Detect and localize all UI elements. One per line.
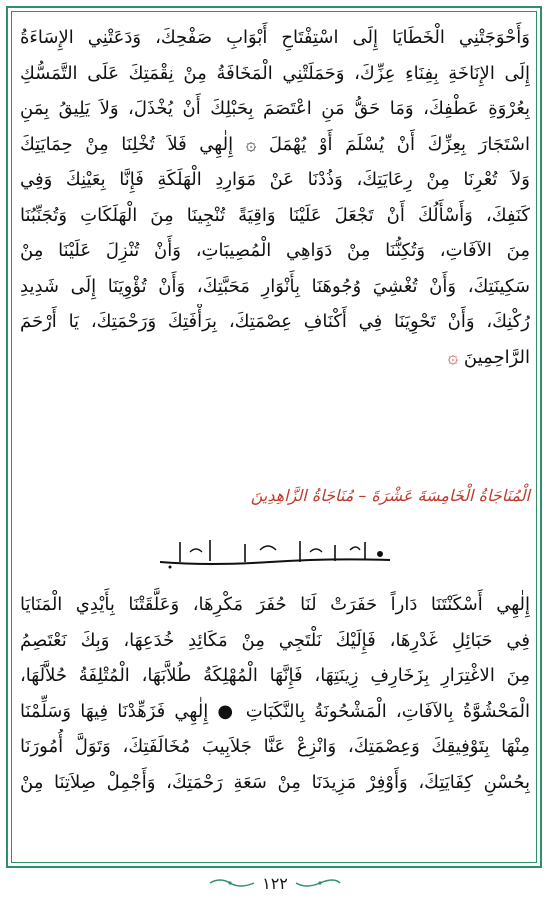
text-line: بِحُسْنِ كِفَايَتِكَ، وَأَوْفِرْ مَزِيدَنَا مِنْ سَعَةِ رَحْمَتِكَ، وَأَجْمِلْ صِلاَتِنَا مِنْ xyxy=(20,771,530,793)
end-ornament-icon: ۞ xyxy=(447,346,459,368)
text-line: وَأَحْوَجَتْنِي الْخَطَايَا إِلَى اسْتِفْتَاحِ أَبْوَابِ صَفْحِكَ، وَدَعَتْنِي الإِسَاءَةُ xyxy=(20,27,530,48)
left-flourish-icon xyxy=(208,876,256,890)
page-footer xyxy=(200,870,350,896)
text-line: فِي حَبَائِلِ غَدْرِهَا، فَإِلَيْكَ نَلْتَجِي مِنْ مَكَائِدِ خُدَعِهَا، وَبِكَ نَعْتَصِمُ xyxy=(20,629,530,651)
text-line: الْمَحْشُوَّةُ بِالآفَاتِ، الْمَشْحُونَةُ بِالنَّكَبَاتِ ● إِلٰهِي فَزَهِّدْنَا فِيهَا وَسَلِّمْنَا xyxy=(20,700,530,722)
right-flourish-icon xyxy=(294,876,342,890)
text-line-content: الرَّاحِمِينَ xyxy=(463,346,530,368)
text-line xyxy=(20,340,530,376)
section-heading: الْمُنَاجَاةُ الْخَامِسَةَ عَشْرَةَ – مُنَاجَاةُ الزَّاهِدِينَ xyxy=(250,486,530,505)
text-line: كَنَفِكَ، وَأَسْأَلُكَ أَنْ تَجْعَلَ عَلَيْنَا وَاقِيَةً تُنْجِينَا مِنَ الْهَلَكَاتِ وَتُجَنِّبُنَا xyxy=(20,204,530,226)
text-line: سَكِينَتِكَ، وَأَنْ تُغْشِيَ وُجُوهَنَا بِأَنْوَارِ مَحَبَّتِكَ، وَأَنْ تُؤْوِيَنَا إِلَى شَدِيدِ xyxy=(20,275,530,297)
paragraph-1 xyxy=(20,20,530,375)
text-line: مِنَ الآفَاتِ، وَتُكِنُّنَا مِنْ دَوَاهِي الْمُصِيبَاتِ، وَأَنْ تُنْزِلَ عَلَيْنَا مِنْ xyxy=(20,240,530,261)
text-line: اسْتَجَارَ بِعِزِّكَ أَنْ يُسْلَمَ أَوْ يُهْمَلَ ۞ إِلٰهِي فَلاَ تُخْلِنَا مِنْ حِمَايَتِكَ xyxy=(20,133,530,155)
basmala-calligraphy-icon xyxy=(150,532,400,572)
text-line: وَلاَ تُعْرِنَا مِنْ رِعَايَتِكَ، وَذُدْنَا عَنْ مَوَارِدِ الْهَلَكَةِ فَإِنَّا بِعَيْنِكَ وَفِي xyxy=(20,169,530,190)
text-line: إِلَى الإِنَاخَةِ بِفِنَاءِ عِزِّكَ، وَحَمَلَتْنِي الْمَخَافَةُ مِنْ نِقْمَتِكَ عَلَى التَّمَسُّكِ xyxy=(20,62,530,84)
text-line: مِنَ الاغْتِرَارِ بِزَخَارِفِ زِينَتِهَا، فَإِنَّهَا الْمُهْلِكَةُ طُلاَّبَهَا، الْمُتْلِفَةُ حُلاَّلَهَا، xyxy=(20,665,530,686)
page-number: ١٢٢ xyxy=(262,873,288,893)
text-line: بِعُرْوَةِ عَطْفِكَ، وَمَا حَقُّ مَنِ اعْتَصَمَ بِحَبْلِكَ أَنْ يُخْذَلَ، وَلاَ يَلِيقُ بِمَنِ xyxy=(20,98,530,119)
paragraph-2 xyxy=(20,587,530,800)
text-line: إِلٰهِي أَسْكَنْتَنَا دَاراً حَفَرَتْ لَنَا حُفَرَ مَكْرِهَا، وَعَلَّقَتْنَا بِأَيْدِي الْمَنَايَا xyxy=(20,594,530,615)
text-line: رُكْنِكَ، وَأَنْ تَحْوِيَنَا فِي أَكْنَافِ عِصْمَتِكَ، بِرَأْفَتِكَ وَرَحْمَتِكَ، يَا أَرْحَمَ xyxy=(20,311,530,332)
text-line: مِنْهَا بِتَوْفِيقِكَ وَعِصْمَتِكَ، وَانْزِعْ عَنَّا جَلاَبِيبَ مُخَالَفَتِكَ، وَتَوَلَّ أُمُورَنَا xyxy=(20,736,530,757)
